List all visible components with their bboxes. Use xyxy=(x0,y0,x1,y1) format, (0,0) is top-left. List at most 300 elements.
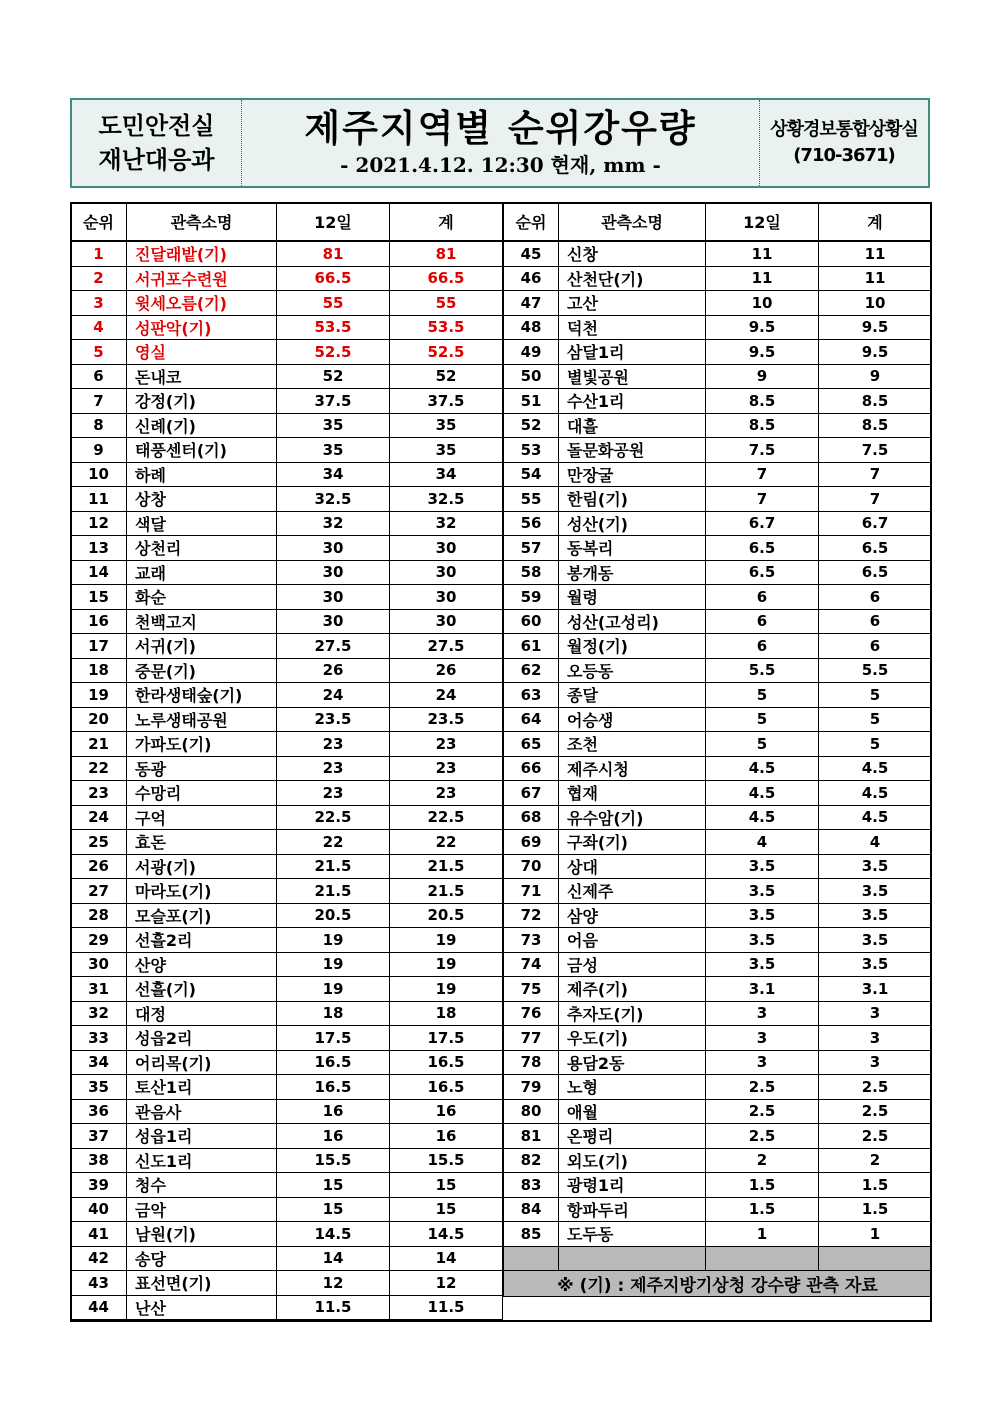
station-rank: 18 xyxy=(71,658,127,683)
table-row xyxy=(71,413,503,438)
station-name: 상창 xyxy=(127,487,277,512)
table-row xyxy=(71,1295,503,1320)
department-line-1: 도민안전실 xyxy=(98,112,215,140)
station-rank: 32 xyxy=(71,1001,127,1026)
department-label xyxy=(72,100,242,186)
station-rank: 11 xyxy=(71,487,127,512)
station-name: 상대 xyxy=(559,854,706,879)
day-rainfall: 4 xyxy=(706,830,819,855)
day-rainfall: 34 xyxy=(277,462,390,487)
table-row xyxy=(504,756,932,781)
total-rainfall: 2 xyxy=(819,1148,932,1173)
station-rank: 38 xyxy=(71,1148,127,1173)
total-rainfall: 16 xyxy=(390,1099,503,1124)
day-rainfall: 19 xyxy=(277,977,390,1002)
day-rainfall: 2.5 xyxy=(706,1124,819,1149)
station-name: 교래 xyxy=(127,560,277,585)
table-row xyxy=(504,1173,932,1198)
station-rank: 7 xyxy=(71,389,127,414)
table-row xyxy=(504,609,932,634)
station-name: 서광(기) xyxy=(127,854,277,879)
station-name: 금성 xyxy=(559,952,706,977)
table-row xyxy=(71,315,503,340)
day-rainfall: 19 xyxy=(277,928,390,953)
station-rank: 77 xyxy=(504,1026,559,1051)
total-rainfall: 1 xyxy=(819,1222,932,1247)
total-rainfall: 26 xyxy=(390,658,503,683)
station-rank: 4 xyxy=(71,315,127,340)
day-rainfall: 18 xyxy=(277,1001,390,1026)
total-rainfall: 14 xyxy=(390,1246,503,1271)
station-name: 진달래밭(기) xyxy=(127,241,277,266)
station-name: 표선면(기) xyxy=(127,1271,277,1296)
station-name: 노루생태공원 xyxy=(127,707,277,732)
station-rank: 69 xyxy=(504,830,559,855)
station-rank: 9 xyxy=(71,438,127,463)
col-station-header: 관측소명 xyxy=(127,203,277,242)
table-row xyxy=(504,707,932,732)
day-rainfall: 14.5 xyxy=(277,1222,390,1247)
station-rank: 16 xyxy=(71,609,127,634)
total-rainfall: 17.5 xyxy=(390,1026,503,1051)
station-rank: 85 xyxy=(504,1222,559,1247)
total-rainfall: 52 xyxy=(390,364,503,389)
station-rank: 75 xyxy=(504,977,559,1002)
station-name: 성읍1리 xyxy=(127,1124,277,1149)
day-rainfall: 66.5 xyxy=(277,266,390,291)
report-title: 제주지역별 순위강우량 xyxy=(304,107,697,150)
station-rank: 68 xyxy=(504,805,559,830)
total-rainfall: 6 xyxy=(819,634,932,659)
station-name: 삼양 xyxy=(559,903,706,928)
day-rainfall: 5 xyxy=(706,732,819,757)
station-rank: 55 xyxy=(504,487,559,512)
table-row xyxy=(504,315,932,340)
station-rank: 28 xyxy=(71,903,127,928)
total-rainfall: 32 xyxy=(390,511,503,536)
table-row xyxy=(71,1246,503,1271)
table-row xyxy=(504,854,932,879)
day-rainfall: 6 xyxy=(706,609,819,634)
total-rainfall: 7 xyxy=(819,487,932,512)
table-row xyxy=(504,438,932,463)
total-rainfall: 5 xyxy=(819,732,932,757)
station-rank: 26 xyxy=(71,854,127,879)
table-row xyxy=(504,658,932,683)
day-rainfall: 20.5 xyxy=(277,903,390,928)
station-rank: 14 xyxy=(71,560,127,585)
total-rainfall: 30 xyxy=(390,536,503,561)
day-rainfall: 4.5 xyxy=(706,756,819,781)
table-row xyxy=(504,536,932,561)
total-rainfall: 35 xyxy=(390,438,503,463)
total-rainfall: 24 xyxy=(390,683,503,708)
day-rainfall: 16.5 xyxy=(277,1075,390,1100)
source-note: ※ (기) : 제주지방기상청 강수량 관측 자료 xyxy=(504,1271,932,1297)
station-rank: 84 xyxy=(504,1197,559,1222)
station-name: 서귀포수련원 xyxy=(127,266,277,291)
station-name: 산양 xyxy=(127,952,277,977)
station-name: 가파도(기) xyxy=(127,732,277,757)
table-row xyxy=(71,1099,503,1124)
day-rainfall: 16 xyxy=(277,1124,390,1149)
station-rank: 12 xyxy=(71,511,127,536)
total-rainfall: 23 xyxy=(390,781,503,806)
total-rainfall: 19 xyxy=(390,952,503,977)
station-name: 효돈 xyxy=(127,830,277,855)
table-row xyxy=(71,879,503,904)
table-row xyxy=(71,634,503,659)
station-name: 동복리 xyxy=(559,536,706,561)
station-name: 모슬포(기) xyxy=(127,903,277,928)
station-name: 송당 xyxy=(127,1246,277,1271)
table-row xyxy=(71,1050,503,1075)
station-name: 성읍2리 xyxy=(127,1026,277,1051)
day-rainfall: 23 xyxy=(277,732,390,757)
station-name: 신제주 xyxy=(559,879,706,904)
day-rainfall: 7 xyxy=(706,487,819,512)
day-rainfall: 9 xyxy=(706,364,819,389)
table-row xyxy=(71,756,503,781)
station-rank: 29 xyxy=(71,928,127,953)
day-rainfall: 16.5 xyxy=(277,1050,390,1075)
station-name: 제주시청 xyxy=(559,756,706,781)
station-rank: 57 xyxy=(504,536,559,561)
station-rank: 34 xyxy=(71,1050,127,1075)
total-rainfall: 30 xyxy=(390,609,503,634)
total-rainfall: 5 xyxy=(819,683,932,708)
day-rainfall: 35 xyxy=(277,438,390,463)
station-rank: 5 xyxy=(71,340,127,365)
station-rank: 21 xyxy=(71,732,127,757)
table-row xyxy=(71,928,503,953)
table-row xyxy=(504,879,932,904)
station-name: 어승생 xyxy=(559,707,706,732)
table-row xyxy=(504,340,932,365)
station-name: 돌문화공원 xyxy=(559,438,706,463)
total-rainfall: 10 xyxy=(819,291,932,316)
day-rainfall: 1.5 xyxy=(706,1173,819,1198)
total-rainfall: 3.1 xyxy=(819,977,932,1002)
total-rainfall: 3 xyxy=(819,1001,932,1026)
table-row xyxy=(504,1001,932,1026)
table-row xyxy=(71,609,503,634)
day-rainfall: 81 xyxy=(277,241,390,266)
station-name: 삼달1리 xyxy=(559,340,706,365)
station-rank: 30 xyxy=(71,952,127,977)
day-rainfall: 11 xyxy=(706,241,819,266)
station-rank: 25 xyxy=(71,830,127,855)
day-rainfall: 5 xyxy=(706,683,819,708)
total-rainfall: 22 xyxy=(390,830,503,855)
station-rank: 10 xyxy=(71,462,127,487)
station-name: 용담2동 xyxy=(559,1050,706,1075)
station-rank: 3 xyxy=(71,291,127,316)
table-row xyxy=(504,830,932,855)
day-rainfall: 1 xyxy=(706,1222,819,1247)
total-rainfall: 21.5 xyxy=(390,854,503,879)
station-name: 강정(기) xyxy=(127,389,277,414)
total-rainfall: 14.5 xyxy=(390,1222,503,1247)
table-row xyxy=(504,511,932,536)
day-rainfall: 10 xyxy=(706,291,819,316)
station-rank: 81 xyxy=(504,1124,559,1149)
table-row xyxy=(504,560,932,585)
day-rainfall: 8.5 xyxy=(706,413,819,438)
station-rank: 76 xyxy=(504,1001,559,1026)
total-rainfall: 23.5 xyxy=(390,707,503,732)
station-rank: 64 xyxy=(504,707,559,732)
day-rainfall: 30 xyxy=(277,585,390,610)
station-name: 윗세오름(기) xyxy=(127,291,277,316)
station-name: 색달 xyxy=(127,511,277,536)
total-rainfall: 11.5 xyxy=(390,1295,503,1320)
station-name: 구좌(기) xyxy=(559,830,706,855)
station-name: 남원(기) xyxy=(127,1222,277,1247)
day-rainfall: 9.5 xyxy=(706,340,819,365)
station-name: 청수 xyxy=(127,1173,277,1198)
table-row xyxy=(504,241,932,266)
total-rainfall: 4 xyxy=(819,830,932,855)
station-rank: 45 xyxy=(504,241,559,266)
station-name: 추자도(기) xyxy=(559,1001,706,1026)
total-rainfall: 15 xyxy=(390,1197,503,1222)
table-row xyxy=(504,732,932,757)
day-rainfall: 6.7 xyxy=(706,511,819,536)
station-name: 성산(기) xyxy=(559,511,706,536)
station-name: 태풍센터(기) xyxy=(127,438,277,463)
day-rainfall: 2 xyxy=(706,1148,819,1173)
col-rank-header: 순위 xyxy=(504,203,559,242)
station-name: 난산 xyxy=(127,1295,277,1320)
station-name: 항파두리 xyxy=(559,1197,706,1222)
station-rank: 83 xyxy=(504,1173,559,1198)
table-header-row xyxy=(504,203,932,242)
station-name: 마라도(기) xyxy=(127,879,277,904)
station-name: 외도(기) xyxy=(559,1148,706,1173)
empty-cell xyxy=(504,1246,559,1271)
station-rank: 2 xyxy=(71,266,127,291)
station-rank: 15 xyxy=(71,585,127,610)
station-name: 화순 xyxy=(127,585,277,610)
day-rainfall: 23.5 xyxy=(277,707,390,732)
station-name: 대정 xyxy=(127,1001,277,1026)
empty-row xyxy=(504,1246,932,1271)
department-line-2: 재난대응과 xyxy=(98,146,215,174)
station-name: 노형 xyxy=(559,1075,706,1100)
total-rainfall: 3 xyxy=(819,1050,932,1075)
empty-cell xyxy=(706,1246,819,1271)
total-rainfall: 15.5 xyxy=(390,1148,503,1173)
station-name: 관음사 xyxy=(127,1099,277,1124)
total-rainfall: 2.5 xyxy=(819,1075,932,1100)
day-rainfall: 3 xyxy=(706,1001,819,1026)
total-rainfall: 3.5 xyxy=(819,879,932,904)
total-rainfall: 9.5 xyxy=(819,340,932,365)
day-rainfall: 16 xyxy=(277,1099,390,1124)
station-rank: 63 xyxy=(504,683,559,708)
station-name: 어음 xyxy=(559,928,706,953)
station-rank: 36 xyxy=(71,1099,127,1124)
station-rank: 40 xyxy=(71,1197,127,1222)
station-name: 봉개동 xyxy=(559,560,706,585)
table-row xyxy=(71,903,503,928)
total-rainfall: 4.5 xyxy=(819,781,932,806)
station-rank: 73 xyxy=(504,928,559,953)
table-header-row xyxy=(71,203,503,242)
station-rank: 6 xyxy=(71,364,127,389)
day-rainfall: 32 xyxy=(277,511,390,536)
rainfall-table-left xyxy=(70,202,503,1320)
station-rank: 72 xyxy=(504,903,559,928)
rainfall-table-right xyxy=(503,202,932,1297)
day-rainfall: 6.5 xyxy=(706,560,819,585)
station-rank: 35 xyxy=(71,1075,127,1100)
day-rainfall: 4.5 xyxy=(706,805,819,830)
table-row xyxy=(504,291,932,316)
table-row xyxy=(504,634,932,659)
table-row xyxy=(71,781,503,806)
table-row xyxy=(71,707,503,732)
station-rank: 50 xyxy=(504,364,559,389)
day-rainfall: 11 xyxy=(706,266,819,291)
station-name: 어리목(기) xyxy=(127,1050,277,1075)
day-rainfall: 27.5 xyxy=(277,634,390,659)
station-rank: 33 xyxy=(71,1026,127,1051)
station-rank: 79 xyxy=(504,1075,559,1100)
table-row xyxy=(71,487,503,512)
station-name: 덕천 xyxy=(559,315,706,340)
total-rainfall: 52.5 xyxy=(390,340,503,365)
total-rainfall: 35 xyxy=(390,413,503,438)
table-row xyxy=(71,241,503,266)
table-row xyxy=(504,266,932,291)
total-rainfall: 9.5 xyxy=(819,315,932,340)
table-row xyxy=(71,977,503,1002)
day-rainfall: 55 xyxy=(277,291,390,316)
table-row xyxy=(71,1124,503,1149)
total-rainfall: 2.5 xyxy=(819,1124,932,1149)
station-name: 중문(기) xyxy=(127,658,277,683)
station-rank: 24 xyxy=(71,805,127,830)
table-row xyxy=(71,364,503,389)
total-rainfall: 4.5 xyxy=(819,805,932,830)
day-rainfall: 30 xyxy=(277,560,390,585)
table-row xyxy=(504,585,932,610)
empty-cell xyxy=(559,1246,706,1271)
station-rank: 47 xyxy=(504,291,559,316)
total-rainfall: 1.5 xyxy=(819,1173,932,1198)
station-rank: 42 xyxy=(71,1246,127,1271)
day-rainfall: 15.5 xyxy=(277,1148,390,1173)
table-row xyxy=(504,487,932,512)
table-row xyxy=(71,585,503,610)
station-rank: 43 xyxy=(71,1271,127,1296)
table-row xyxy=(71,1026,503,1051)
station-name: 월정(기) xyxy=(559,634,706,659)
contact-phone: (710-3671) xyxy=(793,145,895,166)
table-row xyxy=(71,1197,503,1222)
table-row xyxy=(71,1222,503,1247)
total-rainfall: 20.5 xyxy=(390,903,503,928)
day-rainfall: 21.5 xyxy=(277,879,390,904)
station-rank: 19 xyxy=(71,683,127,708)
day-rainfall: 3 xyxy=(706,1026,819,1051)
table-row xyxy=(71,854,503,879)
station-name: 신례(기) xyxy=(127,413,277,438)
table-row xyxy=(71,1075,503,1100)
station-rank: 39 xyxy=(71,1173,127,1198)
table-row xyxy=(71,266,503,291)
day-rainfall: 3.5 xyxy=(706,903,819,928)
station-name: 우도(기) xyxy=(559,1026,706,1051)
day-rainfall: 3.5 xyxy=(706,854,819,879)
contact-office: 상황경보통합상황실 xyxy=(770,119,918,140)
station-name: 수망리 xyxy=(127,781,277,806)
table-row xyxy=(71,389,503,414)
table-row xyxy=(504,1124,932,1149)
table-row xyxy=(71,511,503,536)
day-rainfall: 6 xyxy=(706,634,819,659)
station-rank: 22 xyxy=(71,756,127,781)
station-rank: 31 xyxy=(71,977,127,1002)
day-rainfall: 3.5 xyxy=(706,879,819,904)
station-name: 신도1리 xyxy=(127,1148,277,1173)
station-name: 수산1리 xyxy=(559,389,706,414)
day-rainfall: 37.5 xyxy=(277,389,390,414)
station-name: 선흘2리 xyxy=(127,928,277,953)
table-row xyxy=(504,805,932,830)
station-name: 도두동 xyxy=(559,1222,706,1247)
total-rainfall: 5.5 xyxy=(819,658,932,683)
total-rainfall: 2.5 xyxy=(819,1099,932,1124)
total-rainfall: 23 xyxy=(390,756,503,781)
table-row xyxy=(504,413,932,438)
total-rainfall: 5 xyxy=(819,707,932,732)
total-rainfall: 16 xyxy=(390,1124,503,1149)
station-rank: 48 xyxy=(504,315,559,340)
total-rainfall: 21.5 xyxy=(390,879,503,904)
day-rainfall: 6.5 xyxy=(706,536,819,561)
station-name: 한림(기) xyxy=(559,487,706,512)
day-rainfall: 5.5 xyxy=(706,658,819,683)
table-row xyxy=(504,683,932,708)
day-rainfall: 15 xyxy=(277,1173,390,1198)
station-name: 별빛공원 xyxy=(559,364,706,389)
table-row xyxy=(71,1001,503,1026)
station-name: 제주(기) xyxy=(559,977,706,1002)
station-name: 조천 xyxy=(559,732,706,757)
table-row xyxy=(71,536,503,561)
total-rainfall: 66.5 xyxy=(390,266,503,291)
day-rainfall: 12 xyxy=(277,1271,390,1296)
day-rainfall: 53.5 xyxy=(277,315,390,340)
table-row xyxy=(504,903,932,928)
total-rainfall: 11 xyxy=(819,241,932,266)
report-timestamp: - 2021.4.12. 12:30 현재, mm - xyxy=(340,153,661,177)
station-rank: 41 xyxy=(71,1222,127,1247)
total-rainfall: 7 xyxy=(819,462,932,487)
total-rainfall: 18 xyxy=(390,1001,503,1026)
total-rainfall: 53.5 xyxy=(390,315,503,340)
day-rainfall: 5 xyxy=(706,707,819,732)
station-rank: 56 xyxy=(504,511,559,536)
station-name: 하례 xyxy=(127,462,277,487)
station-name: 성산(고성리) xyxy=(559,609,706,634)
col-day-header: 12일 xyxy=(706,203,819,242)
station-name: 신창 xyxy=(559,241,706,266)
table-row xyxy=(504,977,932,1002)
